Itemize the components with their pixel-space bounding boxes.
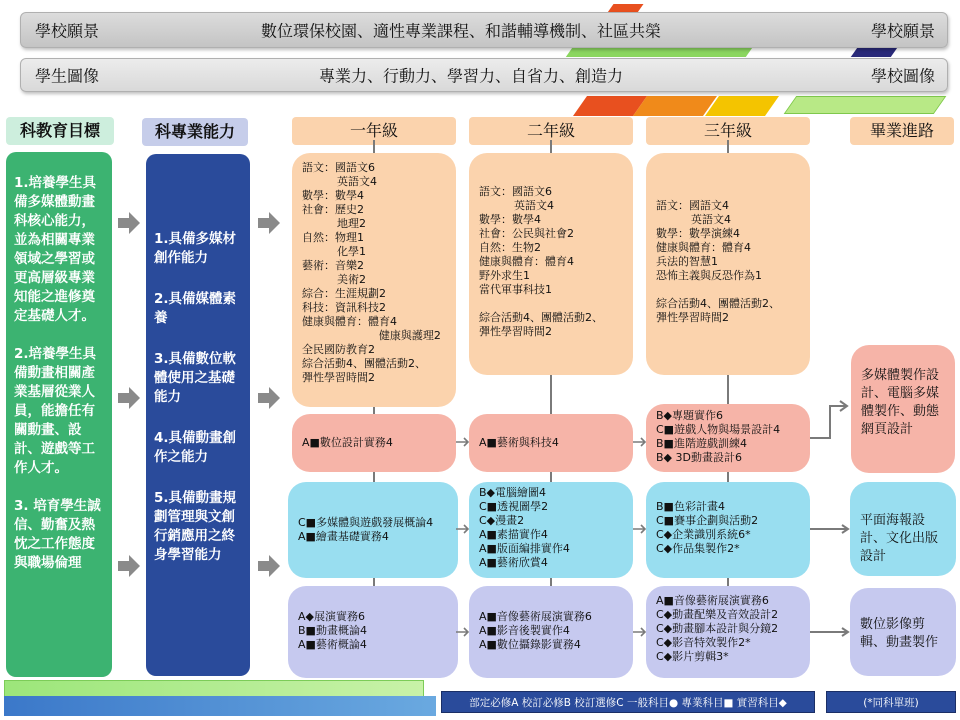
career-arrow-icon-1: [810, 400, 852, 442]
student-profile-left: 學生圖像: [35, 66, 100, 86]
ability-1: 1.具備多媒材創作能力: [154, 231, 237, 266]
ability-arrow-icon-3: [258, 555, 280, 577]
career-box-2: 平面海報設計、文化出版設計: [850, 482, 956, 576]
year1-general-box: 語文：國語文6 英語文4 數學：數學4 社會：歷史2 地理2 自然：物理1 化學1 藝術：音樂2 美術2 綜合：生涯規劃2 科技：資訊科技2 健康與體育：體育4 健康與護理2 全民國防教育2 綜合活動4、團體活動2、 彈性學習時間2: [292, 153, 456, 407]
ability-arrow-icon-2: [258, 387, 280, 409]
goal-arrow-icon-3: [118, 555, 140, 577]
student-profile-center: 專業力、行動力、學習力、自省力、創造力: [319, 66, 624, 86]
goals-box: 1.培養學生具備多媒體動畫科核心能力，並為相關專業領域之學習或更高層級專業知能之進修奠定基礎人才。 2.培養學生具備動畫相關產業基層從業人員，能擔任有關動畫、設計、遊戲等工作人才。 3. 培育學生誠信、勤奮及熱忱之工作態度與職場倫理: [6, 152, 112, 677]
year2-general-box: 語文：國語文6 英語文4 數學：數學4 社會：公民與社會2 自然：生物2 健康與體育：體育4 野外求生1 當代軍事科技1 綜合活動4、團體活動2、 彈性學習時間2: [469, 153, 633, 375]
ability-5: 5.具備動畫規劃管理與文創行銷應用之終身學習能力: [154, 490, 237, 563]
student-profile-bar: [20, 58, 948, 92]
year1-row1-box: A■數位設計實務4: [292, 414, 456, 472]
career-arrow-icon-2: [810, 524, 850, 534]
year3-row3-box: A■音像藝術展演實務6 C◆動畫配樂及音效設計2 C◆動畫腳本設計與分鏡2 C◆影音特效製作2* C◆影片剪輯3*: [646, 586, 810, 678]
goal-arrow-icon-2: [118, 387, 140, 409]
year2-header: 二年級: [469, 117, 633, 145]
year2-row2-box: B◆電腦繪圖4 C■透視圖學2 C◆漫畫2 A■素描實作4 A■版面編排實作4 A■藝術欣賞4: [469, 482, 633, 578]
goal-arrow-icon-1: [118, 212, 140, 234]
school-vision-right: 學校願景: [870, 21, 935, 41]
year3-general-box: 語文：國語文4 英語文4 數學：數學演練4 健康與體育：體育4 兵法的智慧1 恐怖主義與反恐作為1 綜合活動4、團體活動2、 彈性學習時間2: [646, 153, 810, 375]
ability-3: 3.具備數位軟體使用之基礎能力: [154, 351, 237, 405]
goals-header: 科教育目標: [6, 117, 114, 145]
row3-arrow-icon-1: [456, 627, 470, 637]
footer-blue-bar: [4, 696, 436, 716]
row3-arrow-icon-2: [633, 627, 647, 637]
student-profile-right: 學校圖像: [870, 66, 935, 86]
school-vision-center: 數位環保校園、適性專業課程、和諧輔導機制、社區共榮: [261, 21, 662, 41]
year2-row1-box: A■藝術與科技4: [469, 414, 633, 472]
year3-header: 三年級: [646, 117, 810, 145]
career-arrow-icon-3: [810, 627, 850, 637]
career-header: 畢業進路: [850, 117, 954, 145]
ability-2: 2.具備媒體素養: [154, 291, 237, 326]
year3-row1-box: B◆專題實作6 C■遊戲人物與場景設計4 B■進階遊戲訓練4 B◆ 3D動畫設計6: [646, 404, 810, 472]
year3-row2-box: B■色彩計畫4 C■賽事企劃與活動2 C◆企業識別系統6* C◆作品集製作2*: [646, 482, 810, 578]
ability-arrow-icon-1: [258, 212, 280, 234]
decor-stripe-orange-2: [633, 96, 717, 116]
row2-arrow-icon-1: [456, 524, 470, 534]
school-vision-bar: [20, 12, 948, 48]
year1-row2-box: C■多媒體與遊戲發展概論4 A■繪畫基礎實務4: [288, 482, 458, 578]
decor-stripe-green: [784, 96, 947, 114]
school-vision-left: 學校願景: [35, 21, 100, 41]
year2-row3-box: A■音像藝術展演實務6 A■影音後製實作4 A■數位攝錄影實務4: [469, 586, 633, 678]
year1-header: 一年級: [292, 117, 456, 145]
abilities-box: [146, 154, 250, 676]
career-box-1: 多媒體製作設計、電腦多媒體製作、動態網頁設計: [851, 345, 955, 473]
career-box-3: 數位影像剪輯、動畫製作: [850, 588, 956, 676]
ability-4: 4.具備動畫創作之能力: [154, 430, 237, 465]
legend-note: (*同科單班): [826, 691, 956, 713]
row1-arrow-icon-2: [633, 437, 647, 447]
abilities-header: 科專業能力: [142, 118, 248, 146]
row2-arrow-icon-2: [633, 524, 647, 534]
decor-stripe-yellow: [705, 96, 779, 116]
year1-row3-box: A◆展演實務6 B■動畫概論4 A■藝術概論4: [288, 586, 458, 678]
legend-bar: 部定必修A 校訂必修B 校訂選修C 一般科目● 專業科目■ 實習科目◆: [441, 691, 815, 713]
row1-arrow-icon-1: [456, 437, 470, 447]
